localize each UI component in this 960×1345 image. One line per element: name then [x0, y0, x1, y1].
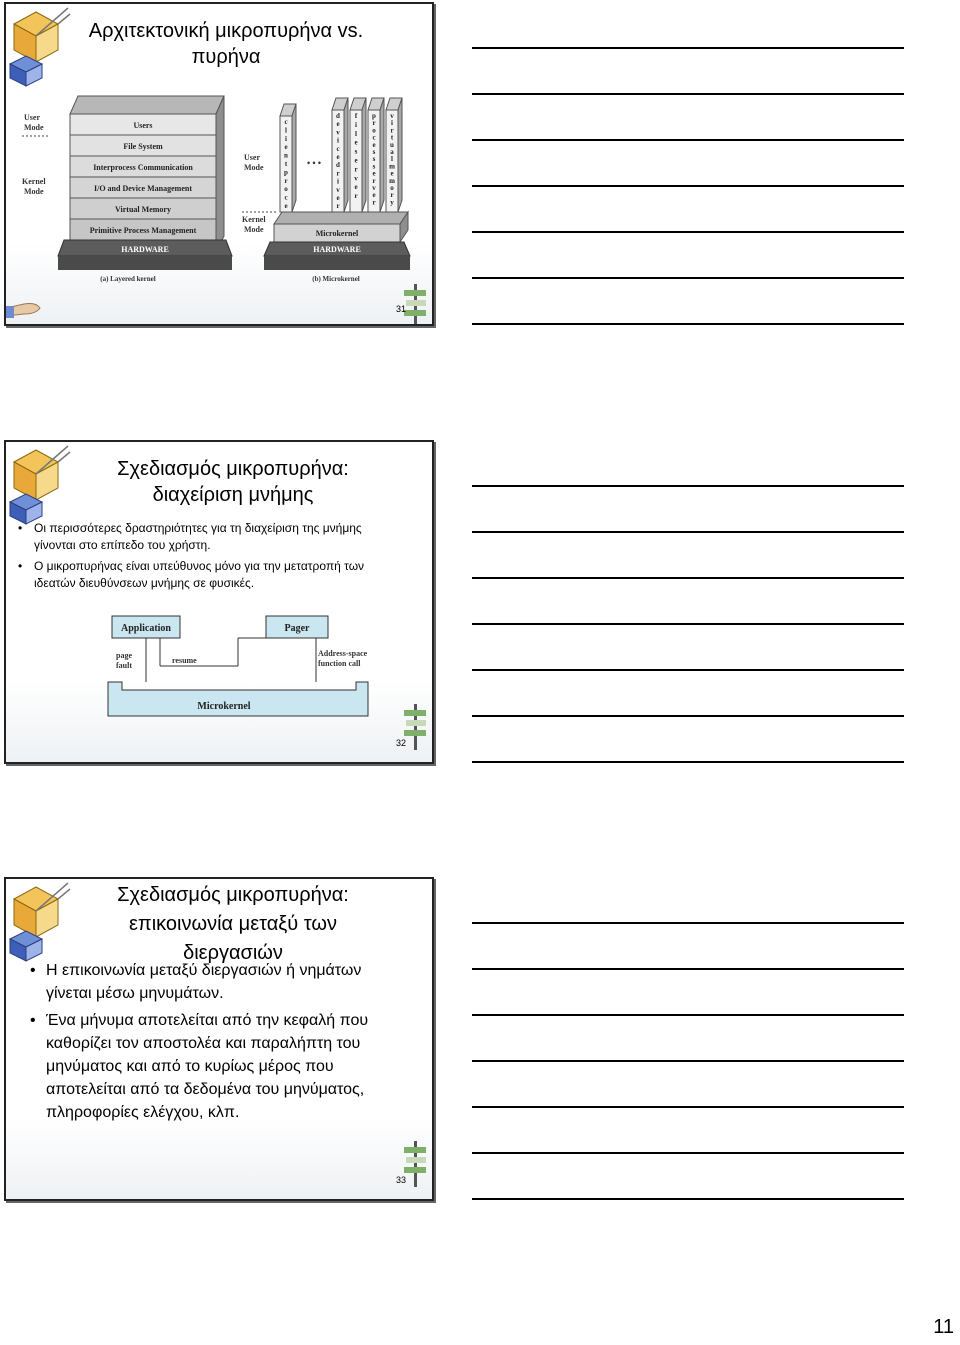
bullet-item: • Ένα μήνυμα αποτελείται από την κεφαλή που καθορίζει τον αποστολέα και παραλήπτη του μηνύματος και από το κυρίως μέρος που αποτελείται από τα δεδομένα του μηνύματος, πληροφορίες ελέγχου, κλπ.: [28, 1009, 398, 1124]
tower-label: d e v i c e d r i v e r: [336, 112, 340, 211]
svg-text:function call: function call: [318, 659, 361, 668]
note-line: [472, 1152, 904, 1154]
note-line: [472, 485, 904, 487]
note-line: [472, 1060, 904, 1062]
slide-number: 31: [395, 304, 406, 314]
layer-ppm: Primitive Process Management: [89, 226, 197, 235]
note-line: [472, 922, 904, 924]
ribbon-decoration-icon: [404, 1141, 428, 1187]
note-line: [472, 185, 904, 187]
layer-vm: Virtual Memory: [115, 205, 171, 214]
layer-users: Users: [133, 121, 153, 130]
bullet-item: • Οι περισσότερες δραστηριότητες για τη διαχείριση της μνήμης γίνονται στο επίπεδο του χρήστη.: [16, 520, 396, 554]
ellipsis: • • •: [307, 158, 321, 168]
notes-area-1: [472, 0, 904, 330]
note-line: [472, 93, 904, 95]
slide-31: [4, 2, 434, 326]
tower-group: [280, 98, 402, 212]
svg-text:Mode: Mode: [244, 163, 264, 172]
notes-area-3: [472, 877, 904, 1207]
label-user-mode: User: [24, 113, 40, 122]
application-box: Application: [120, 623, 172, 634]
note-line: [472, 968, 904, 970]
microkernel-bar: Microkernel: [197, 701, 251, 712]
tower-label: f i l e s e r v e r: [354, 112, 358, 201]
memory-management-figure: [106, 612, 376, 722]
note-line: [472, 531, 904, 533]
slide-title: Αρχιτεκτονική μικροπυρήνα vs. πυρήνα: [88, 20, 364, 68]
note-line: [472, 323, 904, 325]
bullet-list: [16, 520, 396, 592]
note-line: [472, 669, 904, 671]
note-line: [472, 623, 904, 625]
hand-decoration-icon: [6, 298, 46, 320]
svg-text:Mode: Mode: [24, 123, 44, 132]
slide-32: [4, 440, 434, 764]
ribbon-decoration-icon: [404, 284, 428, 326]
note-line: [472, 1014, 904, 1016]
slide-title: Σχεδιασμός μικροπυρήνα: διαχείριση μνήμης: [117, 458, 349, 506]
note-line: [472, 231, 904, 233]
microkernel-label: Microkernel: [315, 229, 359, 238]
note-line: [472, 139, 904, 141]
bullet-item: • Η επικοινωνία μεταξύ διεργασιών ή νημάτων γίνεται μέσω μηνυμάτων.: [28, 959, 398, 1005]
label-user-mode-b: User: [244, 153, 260, 162]
slide-number: 32: [395, 738, 406, 748]
note-line: [472, 1198, 904, 1200]
layer-file-system: File System: [123, 142, 163, 151]
label-address-space: Address-space: [318, 649, 368, 658]
slide-number: 33: [395, 1175, 406, 1185]
svg-text:Mode: Mode: [244, 225, 264, 234]
ribbon-decoration-icon: [404, 704, 428, 750]
note-line: [472, 1106, 904, 1108]
label-resume: resume: [172, 656, 197, 665]
caption-microkernel: (b) Microkernel: [312, 275, 360, 283]
label-kernel-mode-b: Kernel: [242, 215, 266, 224]
hardware-label-a: HARDWARE: [121, 245, 169, 254]
svg-text:Mode: Mode: [24, 187, 44, 196]
pager-box: Pager: [284, 623, 310, 634]
note-line: [472, 761, 904, 763]
layer-io: I/O and Device Management: [94, 184, 192, 193]
note-line: [472, 577, 904, 579]
hardware-label-b: HARDWARE: [313, 245, 361, 254]
page-number: 11: [933, 1316, 954, 1338]
note-line: [472, 715, 904, 717]
tower-label: c l i e n t p r o c e: [284, 118, 288, 210]
label-page-fault: page: [116, 651, 132, 660]
label-kernel-mode: Kernel: [22, 177, 46, 186]
kernel-architecture-figure: [18, 86, 430, 286]
notes-area-2: [472, 440, 904, 770]
caption-layered-kernel: (a) Layered kernel: [100, 275, 156, 283]
tower-label: p r o c e s s s e r v e r: [372, 112, 376, 207]
bullet-item: • Ο μικροπυρήνας είναι υπεύθυνος μόνο για την μετατροπή των ιδεατών διευθύνσεων μνήμης σε φυσικές.: [16, 558, 396, 592]
tower-label: v i r t u a l m e m o r y: [389, 112, 395, 207]
bullet-list: [28, 959, 398, 1124]
note-line: [472, 277, 904, 279]
svg-text:fault: fault: [116, 661, 132, 670]
slide-33: [4, 877, 434, 1201]
note-line: [472, 47, 904, 49]
slide-title: Σχεδιασμός μικροπυρήνα: επικοινωνία μεταξύ των διεργασιών: [117, 884, 349, 964]
layer-ipc: Interprocess Communication: [93, 163, 193, 172]
